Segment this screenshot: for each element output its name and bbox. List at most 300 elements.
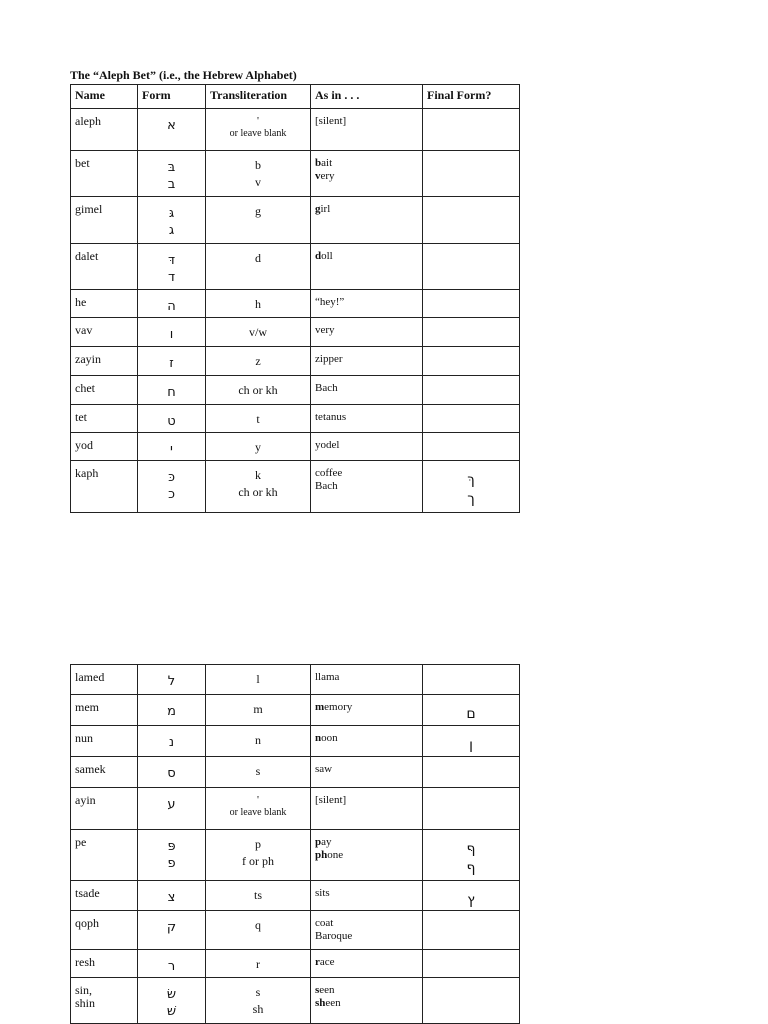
document-title: The “Aleph Bet” (i.e., the Hebrew Alphabet) xyxy=(70,68,297,82)
example-words xyxy=(311,461,422,493)
example-word xyxy=(315,997,418,1010)
example-word-rest: ay xyxy=(321,836,332,848)
transliteration xyxy=(206,788,310,820)
final-forms xyxy=(423,290,519,300)
transliteration xyxy=(206,757,310,780)
example-word-rest: “hey!” xyxy=(315,296,345,308)
final-hebrew-letter: ךּ xyxy=(467,472,475,488)
transliteration-cell xyxy=(206,911,311,950)
example-words xyxy=(311,695,422,714)
transliteration-cell xyxy=(206,405,311,433)
letter-forms xyxy=(138,347,205,372)
letter-form-cell xyxy=(138,695,206,726)
letter-form-cell xyxy=(138,244,206,290)
example-word-highlight: s xyxy=(315,984,320,996)
letter-form-cell xyxy=(138,461,206,513)
letter-name-cell xyxy=(71,405,138,433)
example-word-cell xyxy=(311,405,423,433)
example-word-rest: tetanus xyxy=(315,411,347,423)
letter-name: kaph xyxy=(75,466,99,480)
example-word xyxy=(315,296,418,309)
transliteration xyxy=(206,881,310,904)
hebrew-letter: ע xyxy=(167,797,176,812)
letter-name: samek xyxy=(75,762,106,776)
transliteration xyxy=(206,911,310,934)
letter-form-cell xyxy=(138,788,206,830)
transliteration-text: m xyxy=(253,702,263,716)
hebrew-letter: כ xyxy=(168,487,175,502)
example-word-cell xyxy=(311,433,423,461)
example-word xyxy=(315,439,418,452)
header-name: Name xyxy=(71,85,138,109)
final-hebrew-letter: ףּ xyxy=(466,841,476,857)
example-word-rest: one xyxy=(327,849,344,861)
letter-form-cell xyxy=(138,726,206,757)
final-forms xyxy=(423,197,519,207)
example-words xyxy=(311,978,422,1010)
transliteration xyxy=(206,433,310,456)
example-words xyxy=(311,757,422,776)
example-word-rest: oon xyxy=(321,732,338,744)
example-word-cell xyxy=(311,376,423,405)
final-hebrew-letter: ף xyxy=(466,860,476,876)
final-form-cell xyxy=(423,665,520,695)
letter-row xyxy=(71,830,520,881)
example-word xyxy=(315,115,418,128)
hebrew-letter: ז xyxy=(169,356,174,371)
example-word-rest: [silent] xyxy=(315,115,347,127)
hebrew-letter: ה xyxy=(167,299,176,314)
example-words xyxy=(311,950,422,969)
letter-name-cell xyxy=(71,197,138,244)
hebrew-letter: י xyxy=(170,442,173,457)
letter-name: aleph xyxy=(75,114,101,128)
example-word-cell xyxy=(311,830,423,881)
hebrew-letter: ק xyxy=(166,920,177,935)
example-word-rest: ery xyxy=(320,170,335,182)
example-word-rest: een xyxy=(319,984,335,996)
final-forms xyxy=(423,665,519,675)
example-word-cell xyxy=(311,757,423,788)
final-form-cell xyxy=(423,347,520,376)
example-word-rest: een xyxy=(325,997,341,1009)
hebrew-letter: נ xyxy=(168,735,175,750)
letter-forms xyxy=(138,726,205,751)
letter-name-cell xyxy=(71,347,138,376)
transliteration xyxy=(206,405,310,428)
letter-name-cell xyxy=(71,461,138,513)
example-word xyxy=(315,956,418,969)
letter-form-cell xyxy=(138,757,206,788)
letter-name-cell xyxy=(71,290,138,318)
final-form-cell xyxy=(423,788,520,830)
transliteration-cell xyxy=(206,757,311,788)
final-form-cell xyxy=(423,757,520,788)
example-word-rest: yodel xyxy=(315,439,340,451)
example-word-rest: zipper xyxy=(315,353,343,365)
transliteration-text: l xyxy=(256,672,260,686)
final-forms xyxy=(423,881,519,910)
hebrew-letter: ו xyxy=(169,327,174,342)
letter-row xyxy=(71,376,520,405)
example-word-rest: Bach xyxy=(315,382,338,394)
letter-row xyxy=(71,433,520,461)
letter-forms xyxy=(138,405,205,430)
final-forms xyxy=(423,244,519,254)
hebrew-letter: ט xyxy=(167,414,176,429)
letter-forms xyxy=(138,290,205,315)
transliteration-text: or leave blank xyxy=(229,128,287,139)
letter-row xyxy=(71,109,520,151)
hebrew-letter: כּ xyxy=(168,470,175,485)
example-word-rest: ace xyxy=(319,956,335,968)
final-forms xyxy=(423,405,519,415)
letter-name-cell xyxy=(71,433,138,461)
hebrew-letter: שׁ xyxy=(166,1004,177,1019)
example-word xyxy=(315,701,418,714)
transliteration-cell xyxy=(206,695,311,726)
letter-name-cell xyxy=(71,978,138,1024)
example-word xyxy=(315,467,418,480)
letter-name: gimel xyxy=(75,202,103,216)
example-word xyxy=(315,732,418,745)
letter-name: qoph xyxy=(75,916,99,930)
hebrew-letter: ס xyxy=(167,766,176,781)
final-forms xyxy=(423,433,519,443)
letter-forms xyxy=(138,318,205,343)
letter-form-cell xyxy=(138,830,206,881)
letter-name-cell xyxy=(71,911,138,950)
final-form-cell xyxy=(423,433,520,461)
letter-form-cell xyxy=(138,911,206,950)
example-word-cell xyxy=(311,109,423,151)
final-forms xyxy=(423,318,519,328)
letter-forms xyxy=(138,244,205,286)
example-word xyxy=(315,671,418,684)
transliteration xyxy=(206,244,310,267)
letter-row xyxy=(71,881,520,911)
example-words xyxy=(311,151,422,183)
letter-forms xyxy=(138,978,205,1020)
letter-forms xyxy=(138,151,205,193)
letter-name-cell xyxy=(71,318,138,347)
letter-forms xyxy=(138,950,205,975)
transliteration-text: ch or kh xyxy=(238,485,278,499)
example-words xyxy=(311,911,422,943)
letter-row xyxy=(71,911,520,950)
transliteration xyxy=(206,197,310,220)
final-forms xyxy=(423,978,519,988)
letter-forms xyxy=(138,665,205,690)
final-forms xyxy=(423,109,519,119)
transliteration xyxy=(206,830,310,870)
transliteration-cell xyxy=(206,197,311,244)
final-hebrew-letter: ך xyxy=(467,491,475,507)
example-word xyxy=(315,887,418,900)
letter-name-cell xyxy=(71,788,138,830)
transliteration-text: d xyxy=(255,251,261,265)
letter-forms xyxy=(138,461,205,503)
transliteration xyxy=(206,151,310,191)
example-word-rest: emory xyxy=(324,701,353,713)
example-word-rest: coffee xyxy=(315,467,343,479)
transliteration-cell xyxy=(206,433,311,461)
final-form-cell xyxy=(423,376,520,405)
example-word xyxy=(315,836,418,849)
letter-name-cell xyxy=(71,950,138,978)
header-as-in: As in . . . xyxy=(311,85,423,109)
letter-row xyxy=(71,244,520,290)
transliteration-cell xyxy=(206,151,311,197)
example-word-rest: oll xyxy=(321,250,333,262)
letter-name: ayin xyxy=(75,793,96,807)
letter-name: chet xyxy=(75,381,95,395)
final-form-cell xyxy=(423,244,520,290)
letter-name: pe xyxy=(75,835,87,849)
example-word xyxy=(315,324,418,337)
example-word-rest: [silent] xyxy=(315,794,347,806)
final-form-cell xyxy=(423,881,520,911)
final-forms xyxy=(423,911,519,921)
example-word xyxy=(315,250,418,263)
final-forms xyxy=(423,950,519,960)
example-word-highlight: p xyxy=(315,836,322,848)
transliteration-text: t xyxy=(256,412,260,426)
letter-form-cell xyxy=(138,433,206,461)
letter-name: sin, shin xyxy=(75,983,96,1010)
final-form-cell xyxy=(423,978,520,1024)
final-forms xyxy=(423,461,519,509)
example-word-highlight: b xyxy=(315,157,322,169)
transliteration-text: ts xyxy=(253,888,262,902)
letter-forms xyxy=(138,757,205,782)
example-word-cell xyxy=(311,665,423,695)
example-word-highlight: m xyxy=(315,701,325,713)
hebrew-letter: ח xyxy=(167,385,176,400)
example-word-cell xyxy=(311,978,423,1024)
final-hebrew-letter: ם xyxy=(466,706,476,722)
example-words xyxy=(311,197,422,216)
example-word-rest: sits xyxy=(315,887,330,899)
letter-name: tet xyxy=(75,410,87,424)
transliteration xyxy=(206,665,310,688)
letter-name-cell xyxy=(71,757,138,788)
example-word-highlight: d xyxy=(315,250,322,262)
example-word xyxy=(315,157,418,170)
example-words xyxy=(311,244,422,263)
example-word-cell xyxy=(311,461,423,513)
transliteration xyxy=(206,695,310,718)
example-words xyxy=(311,109,422,128)
letter-row xyxy=(71,318,520,347)
hebrew-letter: שׂ xyxy=(166,987,177,1002)
letter-name-cell xyxy=(71,376,138,405)
transliteration-cell xyxy=(206,318,311,347)
final-forms xyxy=(423,695,519,724)
letter-row xyxy=(71,197,520,244)
example-word xyxy=(315,794,418,807)
transliteration xyxy=(206,347,310,370)
example-word-cell xyxy=(311,244,423,290)
transliteration-cell xyxy=(206,788,311,830)
hebrew-letter: פ xyxy=(167,856,176,871)
transliteration-text: b xyxy=(255,158,261,172)
final-form-cell xyxy=(423,318,520,347)
example-word-highlight: g xyxy=(315,203,321,215)
letter-name-cell xyxy=(71,665,138,695)
transliteration-cell xyxy=(206,461,311,513)
example-word-cell xyxy=(311,950,423,978)
letter-forms xyxy=(138,830,205,872)
example-words xyxy=(311,318,422,337)
example-words xyxy=(311,433,422,452)
transliteration-cell xyxy=(206,347,311,376)
letter-forms xyxy=(138,881,205,906)
final-form-cell xyxy=(423,726,520,757)
letter-form-cell xyxy=(138,881,206,911)
hebrew-letter: ד xyxy=(167,270,176,285)
letter-name: lamed xyxy=(75,670,105,684)
hebrew-letter: דּ xyxy=(167,253,176,268)
letter-forms xyxy=(138,376,205,401)
hebrew-letter: צ xyxy=(167,890,176,905)
final-forms xyxy=(423,757,519,767)
example-words xyxy=(311,405,422,424)
final-form-cell xyxy=(423,405,520,433)
transliteration xyxy=(206,461,310,501)
transliteration xyxy=(206,978,310,1018)
transliteration-cell xyxy=(206,881,311,911)
letter-forms xyxy=(138,788,205,813)
final-form-cell xyxy=(423,950,520,978)
letter-row xyxy=(71,405,520,433)
letter-form-cell xyxy=(138,376,206,405)
letter-row xyxy=(71,665,520,695)
alphabet-table-part-1 xyxy=(70,84,520,513)
letter-form-cell xyxy=(138,318,206,347)
transliteration-text: n xyxy=(255,733,261,747)
example-words xyxy=(311,788,422,807)
example-word-cell xyxy=(311,695,423,726)
example-word-cell xyxy=(311,911,423,950)
example-words xyxy=(311,376,422,395)
transliteration-text: r xyxy=(256,957,260,971)
hebrew-letter: מ xyxy=(167,704,176,719)
transliteration-text: q xyxy=(255,918,261,932)
letter-name-cell xyxy=(71,695,138,726)
example-words xyxy=(311,881,422,900)
final-hebrew-letter: ץ xyxy=(467,892,475,908)
final-forms xyxy=(423,726,519,755)
letter-forms xyxy=(138,695,205,720)
letter-form-cell xyxy=(138,665,206,695)
letter-row xyxy=(71,695,520,726)
final-form-cell xyxy=(423,151,520,197)
transliteration xyxy=(206,290,310,313)
letter-forms xyxy=(138,109,205,134)
transliteration-text: y xyxy=(255,440,261,454)
letter-name: he xyxy=(75,295,87,309)
transliteration xyxy=(206,950,310,973)
letter-row xyxy=(71,151,520,197)
letter-row xyxy=(71,347,520,376)
example-word-rest: coat xyxy=(315,917,334,929)
letter-row xyxy=(71,290,520,318)
letter-name: resh xyxy=(75,955,95,969)
letter-form-cell xyxy=(138,109,206,151)
example-words xyxy=(311,347,422,366)
transliteration-cell xyxy=(206,109,311,151)
example-word-rest: irl xyxy=(320,203,331,215)
letter-name-cell xyxy=(71,244,138,290)
example-word-rest: saw xyxy=(315,763,333,775)
letter-name-cell xyxy=(71,151,138,197)
letter-name: bet xyxy=(75,156,90,170)
transliteration-text: s xyxy=(255,764,261,778)
example-word-highlight: sh xyxy=(315,997,326,1009)
example-word-cell xyxy=(311,347,423,376)
hebrew-letter: א xyxy=(167,118,176,133)
letter-row xyxy=(71,726,520,757)
letter-form-cell xyxy=(138,405,206,433)
final-forms xyxy=(423,376,519,386)
final-forms xyxy=(423,151,519,161)
example-word-cell xyxy=(311,726,423,757)
example-word xyxy=(315,930,418,943)
example-word-cell xyxy=(311,290,423,318)
letter-name: dalet xyxy=(75,249,99,263)
example-words xyxy=(311,726,422,745)
hebrew-letter: ג xyxy=(168,223,175,238)
example-word-highlight: ph xyxy=(315,849,328,861)
letter-form-cell xyxy=(138,978,206,1024)
hebrew-letter: ב xyxy=(167,177,176,192)
letter-name: yod xyxy=(75,438,93,452)
letter-forms xyxy=(138,911,205,936)
transliteration-text: s xyxy=(255,985,261,999)
final-form-cell xyxy=(423,197,520,244)
letter-row xyxy=(71,950,520,978)
hebrew-letter: ל xyxy=(167,674,176,689)
example-word xyxy=(315,480,418,493)
letter-name-cell xyxy=(71,881,138,911)
example-word xyxy=(315,849,418,862)
transliteration-cell xyxy=(206,244,311,290)
example-words xyxy=(311,830,422,862)
letter-row xyxy=(71,757,520,788)
example-word-highlight: v xyxy=(315,170,321,182)
alphabet-table-part-2 xyxy=(70,664,520,1024)
transliteration-cell xyxy=(206,376,311,405)
header-final-form: Final Form? xyxy=(423,85,520,109)
transliteration-text: g xyxy=(255,204,261,218)
example-word-cell xyxy=(311,318,423,347)
letter-name: nun xyxy=(75,731,93,745)
example-word-rest: Bach xyxy=(315,480,338,492)
header-form: Form xyxy=(138,85,206,109)
example-word xyxy=(315,353,418,366)
transliteration-text: p xyxy=(255,837,261,851)
letter-row xyxy=(71,788,520,830)
transliteration xyxy=(206,726,310,749)
transliteration-text: sh xyxy=(252,1002,264,1016)
letter-forms xyxy=(138,433,205,458)
example-word-highlight: r xyxy=(315,956,320,968)
final-hebrew-letter: ן xyxy=(469,737,473,753)
transliteration-cell xyxy=(206,290,311,318)
letter-name: tsade xyxy=(75,886,100,900)
final-forms xyxy=(423,347,519,357)
